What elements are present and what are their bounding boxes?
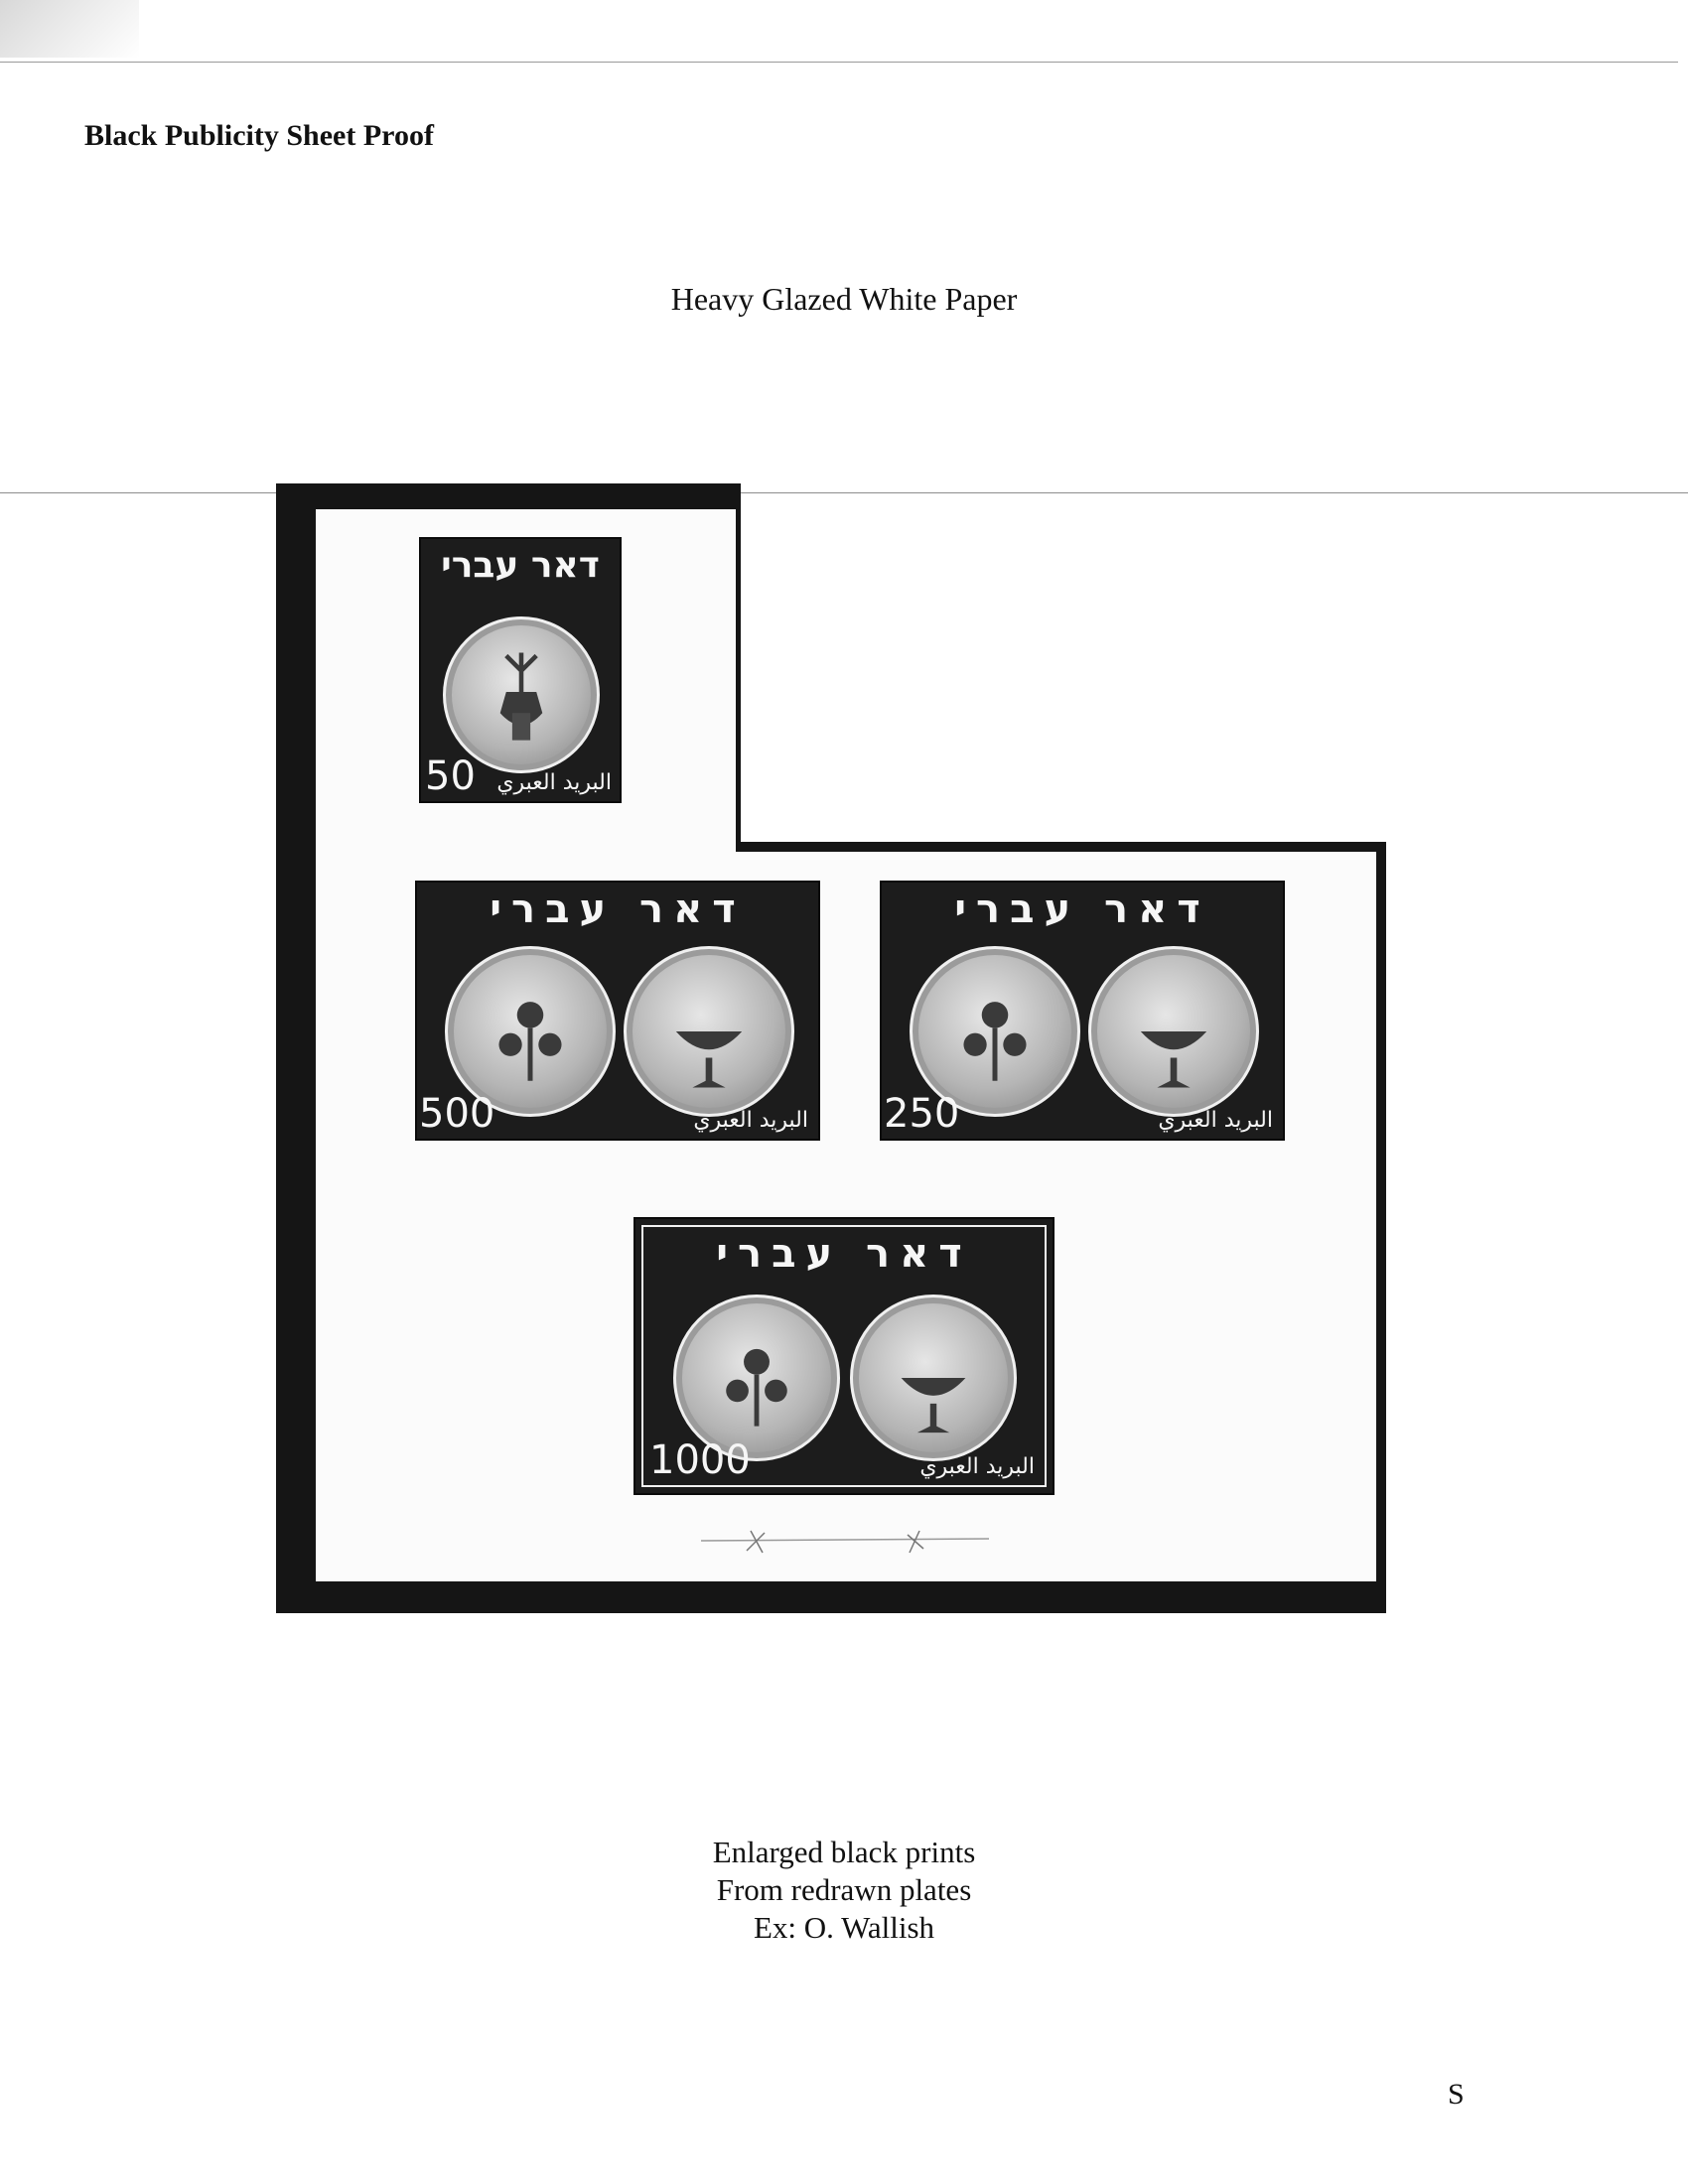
stamp-denomination: 50 [425,753,476,799]
caption-line: Ex: O. Wallish [753,1910,935,1945]
page-heading: Black Publicity Sheet Proof [84,119,434,152]
caption-line: From redrawn plates [716,1872,972,1907]
stamp-250 [880,881,1285,1141]
middle-rule [0,492,1688,493]
scan-shadow [0,0,139,58]
stamp-hebrew-inscription: דאר עברי [441,545,600,586]
top-rule [0,62,1678,63]
stamp-denomination: 1000 [649,1437,751,1483]
coin-pot-icon [443,616,600,773]
caption [0,1834,1688,1947]
coin-chalice-icon [850,1295,1017,1461]
stamp-arabic-inscription: البريد العبري [919,1454,1035,1479]
coin-pomegranate-icon [673,1295,840,1461]
paper-description: Heavy Glazed White Paper [670,281,1018,317]
coin-chalice-icon [1088,946,1259,1117]
pencil-marks [701,1525,999,1565]
stamp-500 [415,881,820,1141]
coin-chalice-icon [624,946,794,1117]
stamp-denomination: 250 [884,1091,960,1137]
stamp-50 [419,537,622,803]
caption-line: Enlarged black prints [712,1835,976,1869]
stamp-1000 [633,1217,1055,1495]
stamp-arabic-inscription: البريد العبري [1158,1108,1273,1133]
stamp-arabic-inscription: البريد العبري [496,770,612,795]
page-letter: S [1448,2078,1465,2111]
stamp-hebrew-inscription: דאר עברי [716,1231,972,1277]
stamp-hebrew-inscription: דאר עברי [490,887,746,932]
stamp-denomination: 500 [419,1091,495,1137]
stamp-hebrew-inscription: דאר עברי [954,887,1210,932]
stamp-arabic-inscription: البريد العبري [693,1108,808,1133]
